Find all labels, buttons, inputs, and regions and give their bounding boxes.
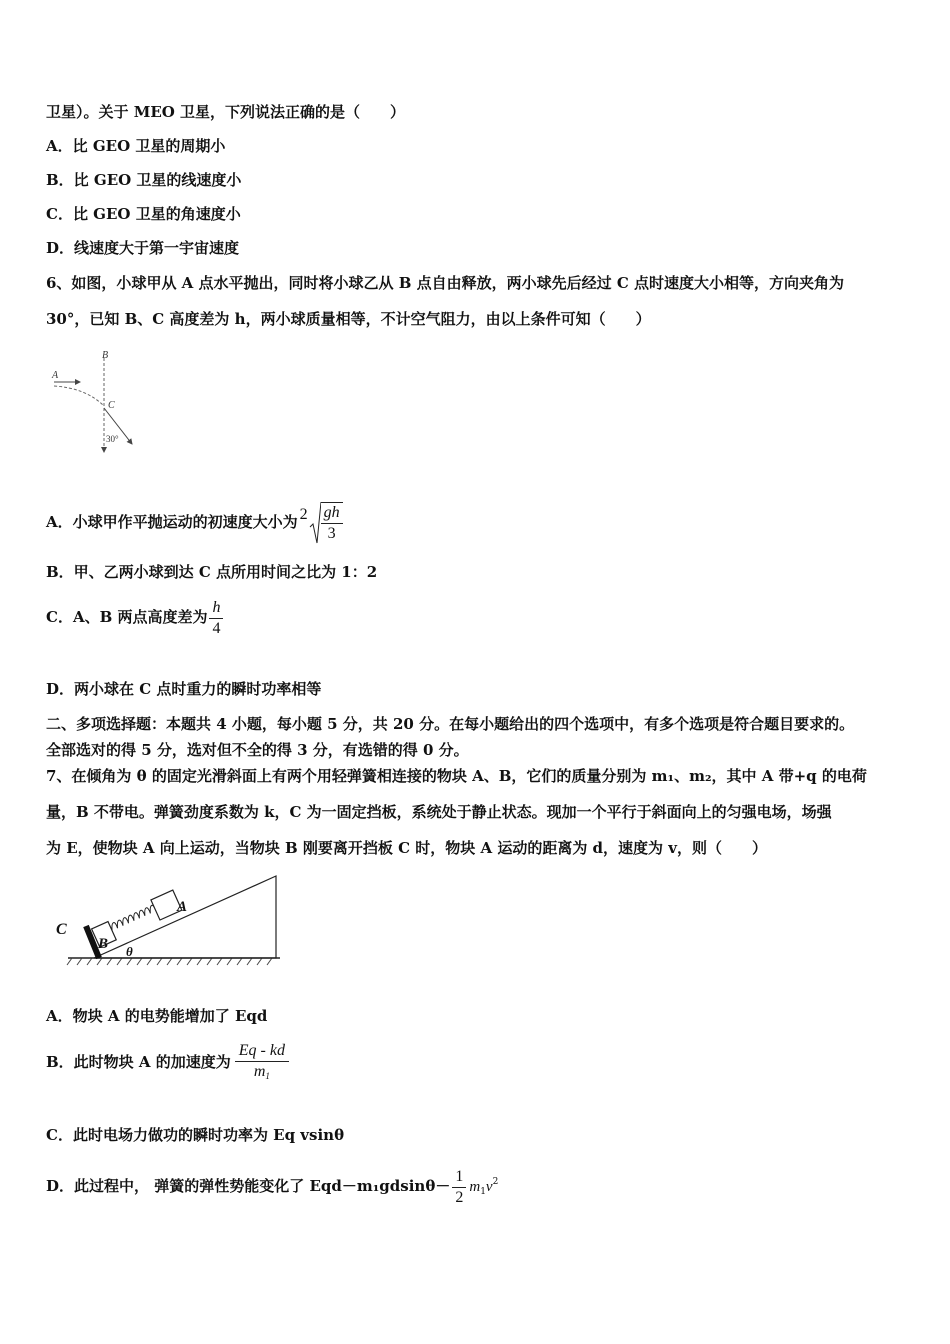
q7-option-c: C．此时电场力做功的瞬时功率为 Eq vsinθ [46,1126,345,1144]
q6-option-a-denominator: 3 [327,525,336,542]
q6-option-c-fraction [209,598,223,639]
q5-option-b: B．比 GEO 卫星的线速度小 [46,171,242,189]
q7-label-c: C [56,921,67,938]
q7-option-d-fraction [452,1167,466,1208]
q6-option-d: D．两小球在 C 点时重力的瞬时功率相等 [46,680,322,698]
q7-stem-line3: 为 E，使物块 A 向上运动，当物块 B 刚要离开挡板 C 时，物块 A 运动的距离为 d，速度为 v，则（ ） [46,839,767,857]
q6-option-c-numerator: h [209,598,223,619]
q6-option-c-denominator: 4 [212,619,221,637]
q7-label-a: A [177,899,188,915]
q7-option-b-den-m: m [253,1062,266,1080]
q7-ground-hatch [67,958,272,965]
q6-option-a-coef: 2 [299,506,308,523]
q7-option-b-numerator: Eq - kd [235,1041,289,1062]
q7-option-a: A．物块 A 的电势能增加了 Eqd [46,1007,268,1025]
q5-option-c: C．比 GEO 卫星的角速度小 [46,205,241,223]
q7-incline-figure [54,870,284,970]
q7-option-d-sup: 2 [492,1177,499,1187]
q7-option-d-sub: 1 [480,1187,486,1197]
q7-label-b: B [98,936,109,952]
q6-option-a-numerator: gh [321,503,343,524]
q7-option-b-denominator [235,1062,289,1086]
q6-label-c: C [108,400,115,411]
q5-stem-tail: 卫星）。关于 MEO 卫星，下列说法正确的是（ ） [46,103,406,121]
q6-projectile-figure [46,348,146,460]
q6-label-b: B [102,350,109,361]
q7-option-b-den-sub: 1 [265,1070,270,1081]
q7-stem-line1: 7、在倾角为 θ 的固定光滑斜面上有两个用轻弹簧相连接的物块 A、B，它们的质量分别为 m₁、m₂，其中 A 带+q 的电荷 [46,767,867,785]
q7-spring [109,905,156,931]
sqrt-icon [309,501,321,545]
q6-option-c [46,596,223,639]
q6-stem-line2: 30°，已知 B、C 高度差为 h，两小球质量相等，不计空气阻力，由以上条件可知（ ） [46,310,651,328]
q6-option-a [46,495,343,545]
q7-incline [94,876,276,958]
q5-option-a: A．比 GEO 卫星的周期小 [46,137,226,155]
section2-line1: 二、多项选择题：本题共 4 小题，每小题 5 分，共 20 分。在每小题给出的四个选项中，有多个选项是符合题目要求的。 [46,715,855,733]
q7-option-d-text: D．此过程中， 弹簧的弹性势能变化了 Eqd－m₁gdsinθ－ [46,1177,451,1195]
q6-angle-label: 30° [106,434,119,444]
q6-option-c-text: C．A、B 两点高度差为 [46,608,208,626]
q6-stem-line1: 6、如图，小球甲从 A 点水平抛出，同时将小球乙从 B 点自由释放，两小球先后经过 C 点时速度大小相等，方向夹角为 [46,274,845,292]
q6-option-a-text: A．小球甲作平抛运动的初速度大小为 [46,513,298,531]
q7-option-d-denominator: 2 [455,1188,464,1206]
q7-option-b-fraction [235,1041,289,1086]
q7-option-b-text: B．此时物块 A 的加速度为 [46,1053,231,1071]
q6-option-b: B．甲、乙两小球到达 C 点所用时间之比为 1：2 [46,563,378,581]
q7-stem-line2: 量，B 不带电。弹簧劲度系数为 k，C 为一固定挡板，系统处于静止状态。现加一个平行于斜面向上的匀强电场，场强 [46,803,832,821]
q7-option-d-v: v [485,1179,493,1195]
q7-option-d-m: m [469,1179,481,1195]
q6-option-a-fraction [321,502,343,544]
q6-label-a: A [52,370,59,381]
q7-angle-label: θ [126,944,133,959]
section2-line2: 全部选对的得 5 分，选对但不全的得 3 分，有选错的得 0 分。 [46,741,469,759]
q7-option-d [46,1160,498,1214]
q7-option-b [46,1040,289,1086]
q5-option-d: D．线速度大于第一宇宙速度 [46,239,240,257]
q7-option-d-numerator: 1 [452,1167,466,1188]
q6-parabola-path [54,386,104,406]
